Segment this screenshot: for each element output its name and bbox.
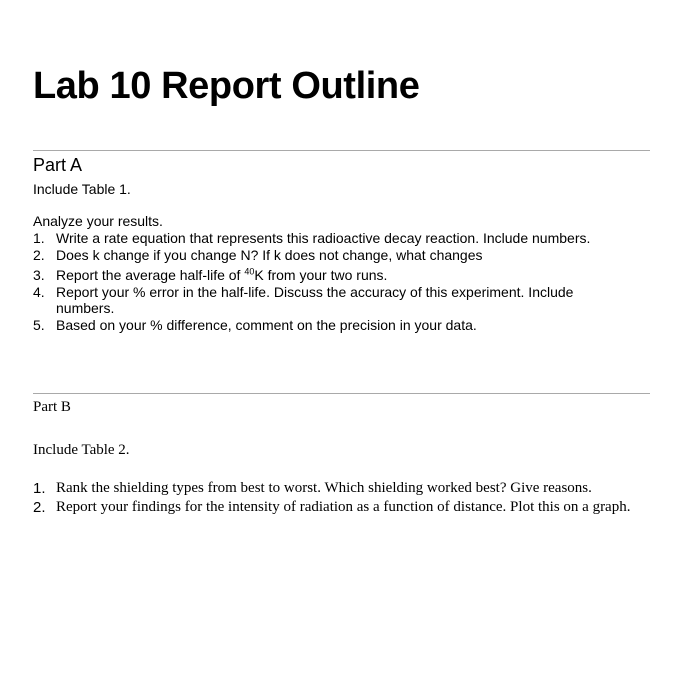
part-a-question	[33, 317, 633, 333]
part-b-divider	[33, 393, 650, 394]
isotope-mass-number: 40	[244, 266, 255, 277]
part-b-question-list	[33, 479, 633, 517]
question-text-before: Report the average half-life of	[56, 267, 245, 283]
page-title: Lab 10 Report Outline	[33, 65, 420, 107]
part-b-question	[33, 498, 633, 517]
list-number: 1.	[33, 230, 45, 246]
part-a-question	[33, 284, 633, 316]
list-number: 4.	[33, 284, 45, 300]
part-a-question	[33, 267, 633, 283]
part-a-heading: Part A	[33, 155, 83, 175]
question-text: Report your % error in the half-life. Discuss the accuracy of this experiment. Include numbers.	[56, 284, 574, 316]
list-number: 1.	[33, 480, 46, 497]
question-text: Does k change if you change N? If k does not change, what changes	[56, 247, 483, 263]
part-b-question	[33, 479, 633, 498]
question-text: Rank the shielding types from best to worst. Which shielding worked best? Give reasons.	[56, 480, 592, 496]
question-text: Based on your % difference, comment on the precision in your data.	[56, 317, 477, 333]
question-text: Report your findings for the intensity of radiation as a function of distance. Plot this on a graph.	[56, 499, 631, 515]
list-number: 2.	[33, 247, 45, 263]
part-a-question	[33, 247, 633, 263]
part-a-question-list	[33, 230, 633, 334]
question-text-after: K from your two runs.	[254, 267, 388, 283]
list-number: 5.	[33, 317, 45, 333]
part-a-question	[33, 230, 633, 246]
list-number: 3.	[33, 267, 45, 283]
question-text: Write a rate equation that represents this radioactive decay reaction. Include numbers.	[56, 230, 591, 246]
part-a-include-table: Include Table 1.	[33, 181, 131, 197]
list-number: 2.	[33, 499, 46, 516]
part-a-analyze-intro: Analyze your results.	[33, 213, 163, 229]
part-b-include-table: Include Table 2.	[33, 442, 130, 458]
part-b-heading: Part B	[33, 399, 71, 415]
part-a-divider	[33, 150, 650, 151]
